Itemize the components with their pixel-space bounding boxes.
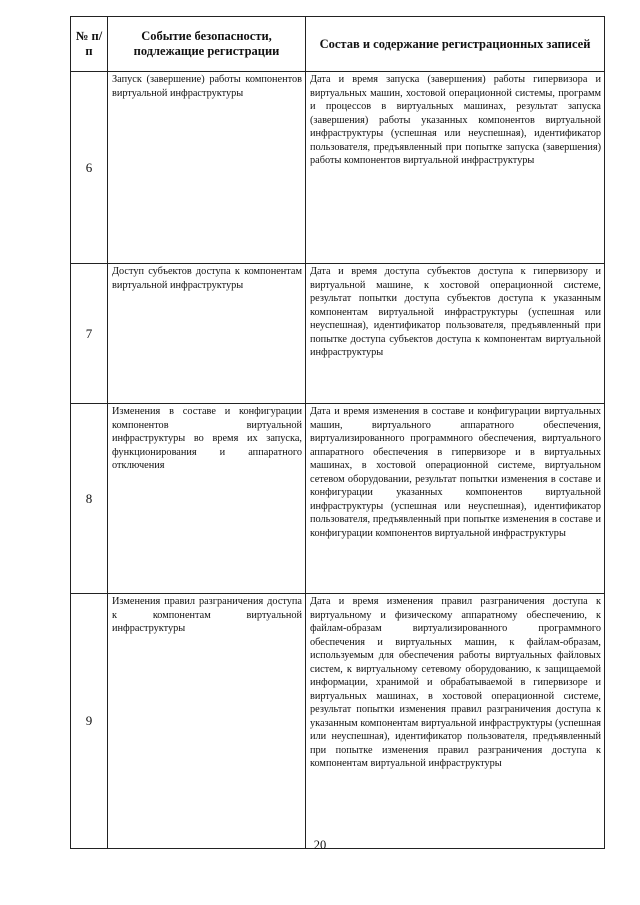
row-content: Дата и время доступа субъектов доступа к гипервизору и виртуальной машине, к хостовой операционной системе, результат попытки доступа субъектов доступа к указанным компонентам виртуальной инфраструктуры (успешная или неуспешная), идентификатор пользователя, предъявленный при попытке доступа субъектов доступа к компонентам виртуальной инфраструктуры — [306, 264, 605, 404]
table-row — [71, 404, 605, 594]
table-row — [71, 594, 605, 849]
row-event: Запуск (завершение) работы компонентов виртуальной инфраструктуры — [108, 72, 306, 264]
row-event: Изменения правил разграничения доступа к компонентам виртуальной инфраструктуры — [108, 594, 306, 849]
table-row — [71, 264, 605, 404]
row-event: Изменения в составе и конфигурации компонентов виртуальной инфраструктуры во время их запуска, функционирования и аппаратного отключения — [108, 404, 306, 594]
header-content: Состав и содержание регистрационных записей — [306, 17, 605, 72]
row-content: Дата и время изменения правил разграничения доступа к виртуальному и физическому аппаратному обеспечению, к файлам-образам виртуализированного программного обеспечения и виртуальных машин, к файлам-образам, используемым для обеспечения работы виртуальных файловых систем, к виртуальному сетевому оборудованию, к защищаемой информации, хранимой и обрабатываемой в гипервизоре и виртуальных машинах, в хостовой операционной системе, результат попытки изменения правил разграничения доступа к указанным компонентам виртуальной инфраструктуры (успешная или неуспешная), идентификатор пользователя, предъявленный при попытке изменения правил разграничения доступа к компонентам виртуальной инфраструктуры — [306, 594, 605, 849]
row-content: Дата и время изменения в составе и конфигурации виртуальных машин, виртуального аппаратного обеспечения, виртуализированного программного обеспечения, виртуального аппаратного обеспечения в гипервизоре и в виртуальных машинах, в хостовой операционной системе, виртуальном сетевом оборудовании, результат попытки изменения в составе и конфигурации указанных компонентов виртуальной инфраструктуры (успешная или неуспешная), идентификатор пользователя, предъявленный при попытке изменения в составе и конфигурации компонентов виртуальной инфраструктуры — [306, 404, 605, 594]
table-header-row — [71, 17, 605, 72]
header-event: Событие безопасности, подлежащие регистрации — [108, 17, 306, 72]
row-event: Доступ субъектов доступа к компонентам виртуальной инфраструктуры — [108, 264, 306, 404]
table-row — [71, 72, 605, 264]
row-number: 6 — [71, 72, 108, 264]
row-number: 7 — [71, 264, 108, 404]
row-number: 8 — [71, 404, 108, 594]
page-number: 20 — [313, 838, 327, 852]
row-number: 9 — [71, 594, 108, 849]
header-num: № п/п — [71, 17, 108, 72]
registration-table — [70, 16, 605, 849]
row-content: Дата и время запуска (завершения) работы гипервизора и виртуальных машин, хостовой операционной системы, программ и процессов в виртуальных машинах, результат запуска (завершения) работы указанных компонентов виртуальной инфраструктуры (успешная или неуспешная), идентификатор пользователя, предъявленный при попытке запуска (завершения) работы компонентов виртуальной инфраструктуры — [306, 72, 605, 264]
